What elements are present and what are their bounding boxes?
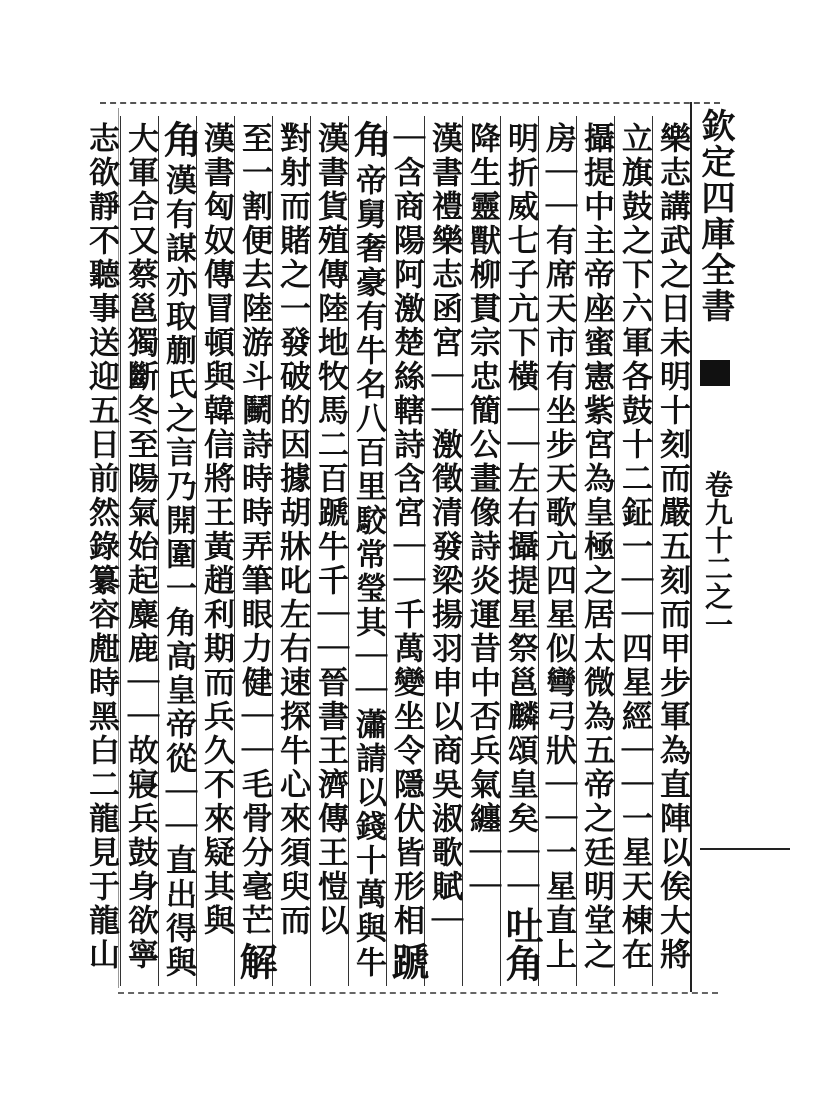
fish-tail-mark xyxy=(700,360,730,386)
bottom-border xyxy=(118,992,718,994)
text-column xyxy=(347,116,392,986)
column-text: 降生靈獸柳貫宗忠簡公畫像詩炎運昔中否兵氣纏｜｜ xyxy=(464,122,500,904)
column-text: 大軍合又蔡邕獨斷冬至陽氣始起麋鹿｜｜故寢兵鼓身欲寧 xyxy=(122,122,158,972)
column-text: 立旗鼓之下六軍各鼓十二鉦一｜｜四星經｜｜一星天棟在 xyxy=(616,122,652,972)
margin-rule xyxy=(700,848,790,850)
headword: 角 xyxy=(157,120,202,158)
headword: 吐角 xyxy=(499,906,544,982)
column-text: 明折威七子亢下橫｜｜左右攝提星祭邕麟頌皇矣｜｜ xyxy=(502,122,538,904)
text-column xyxy=(196,116,235,986)
column-text: 漢書匈奴傳冒頓與韓信將王黃趙利期而兵久不來疑其與 xyxy=(198,122,234,938)
text-column xyxy=(576,116,615,986)
headword: 解 xyxy=(233,942,278,980)
text-column xyxy=(462,116,501,986)
text-column xyxy=(424,116,463,986)
text-column xyxy=(157,116,202,986)
column-text: 樂志講武之日未明十刻而嚴五刻而甲步軍為直陣以俟大將 xyxy=(654,122,690,972)
column-text: 對射而賭之一發破的因據胡牀叱左右速探牛心來須臾而 xyxy=(274,122,310,938)
top-border xyxy=(100,102,720,104)
text-column xyxy=(652,116,691,986)
column-text: 漢書貨殖傳陸地牧馬二百蹏牛千｜｜晉書王濟傳王愷以 xyxy=(312,122,348,938)
juan-number: 卷九十二之一 xyxy=(701,470,734,638)
column-text: 志欲靜不聽事送迎五日前然錄纂容甝時黑白二龍見于龍山 xyxy=(83,122,119,972)
column-text: 攝提中主帝座蜜憲紫宮為皇極之居太微為五帝之廷明堂之 xyxy=(578,122,614,972)
column-text: 漢有謀亦取蒯氏之言乃開圍一角高皇帝從｜｜直出得與 xyxy=(160,164,196,980)
text-column xyxy=(614,116,653,986)
text-column xyxy=(82,116,120,986)
text-column xyxy=(120,116,159,986)
text-column xyxy=(499,116,544,986)
column-text: 帝舅奢豪有牛名八百里駮常瑩其｜｜瀟請以錢十萬與牛 xyxy=(350,164,386,980)
text-column xyxy=(385,116,430,986)
text-column xyxy=(538,116,577,986)
text-column xyxy=(310,116,349,986)
headword: 蹏 xyxy=(385,942,430,980)
column-text: 漢書禮樂志函宮｜｜激徵清發梁揚羽申以商吳淑歌賦｜ xyxy=(426,122,462,938)
column-text: 房｜｜有席天市有坐步天歌亢四星似彎弓狀｜｜一星直上 xyxy=(540,122,576,972)
headword: 角 xyxy=(347,120,392,158)
text-column xyxy=(233,116,278,986)
book-title: 欽定四庫全書 xyxy=(695,108,735,324)
column-text: ｜含商陽阿激楚絲轄詩含宮｜｜千萬變坐令隱伏皆形相 xyxy=(388,122,424,938)
text-column xyxy=(272,116,311,986)
column-text: 至一割便去陸游斗鬭詩時時弄筆眼力健｜｜毛骨分毫芒 xyxy=(236,122,272,938)
